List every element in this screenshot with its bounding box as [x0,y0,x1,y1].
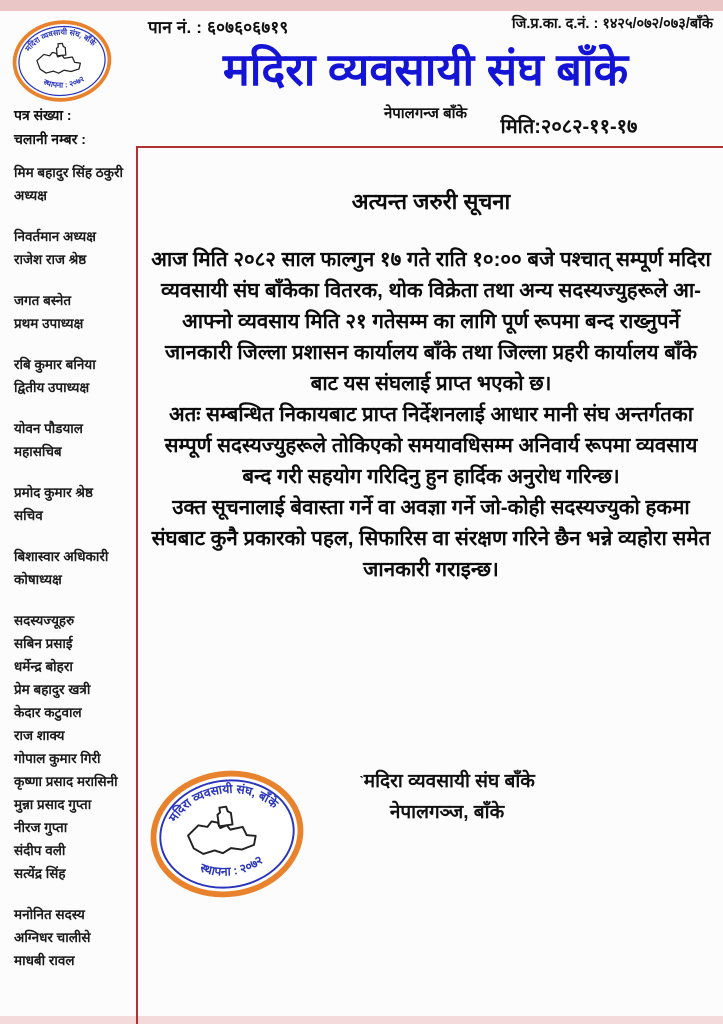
member-name: सबिन प्रसाई [14,636,73,651]
stamp-top-text: मदिरा व्यवसायी संघ, बाँके [23,27,98,54]
member-name: योवन पौडयाल [14,421,83,436]
notice-heading: अत्यन्त जरुरी सूचना [351,189,511,214]
ink-mark: ˋ [359,773,364,789]
member-name: राजेश राज श्रेष्ठ [14,252,87,267]
member-name: मिम बहादुर सिंह ठकुरी [14,165,123,180]
member-entry [14,481,136,527]
dispatch-number-label: चलानी नम्बर : [14,131,86,147]
notice-paragraph-1: आज मिति २०८२ साल फाल्गुन १७ गते राति १०:०० बजे पश्चात् सम्पूर्ण मदिरा व्यवसायी संघ बाँकेका वितरक, थोक विक्रेता तथा अन्य सदस्यज्युहरूले आ-आफ्नो व्यवसाय मिति २१ गतेसम्म का लागि पूर्ण रूपमा बन्द राख्नुपर्ने जानकारी जिल्ला प्रशासन कार्यालय बाँके तथा जिल्ला प्रहरी कार्यालय बाँके बाट यस संघलाई प्राप्त भएको छ। [151,248,711,395]
nominated-members-list [14,903,136,972]
member-name: प्रमोद कुमार श्रेष्ठ [14,485,93,500]
member-name: माधबी रावल [14,953,75,968]
signature-stamp-logo [140,760,314,909]
organization-title: मदिरा व्यवसायी संघ बाँके [222,44,629,95]
nominated-members-heading: मनोनित सदस्य [14,907,85,922]
member-entry [14,545,136,591]
signature-org-line [312,766,582,797]
registration-number: जि.प्र.का. द.नं. : १४२५/०७२/०७३/बाँके [511,16,713,32]
letter-number-label: पत्र संख्या : [14,107,72,123]
member-entry [14,225,136,271]
pan-number: पान नं. : ६०७६०६७१९ [148,18,289,37]
member-name: धर्मेन्द्र बोहरा [14,659,73,674]
letter-date: मिति:२०८२-११-१७ [500,116,638,138]
member-name: मुन्ना प्रसाद गुप्ता [14,797,92,812]
member-entry [14,353,136,399]
member-role: निवर्तमान अध्यक्ष [14,229,96,244]
members-list [14,609,136,885]
member-name: गोपाल कुमार गिरी [14,751,101,766]
notice-paragraph-2: अतः सम्बन्धित निकायबाट प्राप्त निर्देशनलाई आधार मानी संघ अन्तर्गतका सम्पूर्ण सदस्यज्युहरूले तोकिएको समयावधिसम्म अनिवार्य रूपमा व्यवसाय बन्द गरी सहयोग गरिदिनु हुन हार्दिक अनुरोध गरिन्छ। [164,403,698,488]
member-name: केदार कटुवाल [14,705,82,720]
member-role: महासचिब [14,444,62,459]
member-name: प्रेम बहादुर खत्री [14,682,91,697]
members-list-heading: सदस्यज्यूहरु [14,613,75,628]
member-name: नीरज गुप्ता [14,820,68,835]
member-name: बिशास्वार अधिकारी [14,549,109,564]
member-name: राज शाक्य [14,728,65,743]
signature-place-line: नेपालगञ्ज, बाँके [389,802,505,823]
member-role: प्रथम उपाध्यक्ष [14,316,84,331]
member-entry [14,417,136,463]
signature-block [312,766,582,828]
member-name: संदीप वली [14,843,66,858]
member-entry [14,161,136,207]
member-role: कोषाध्यक्ष [14,572,62,587]
member-role: द्वितीय उपाध्यक्ष [14,380,90,395]
notice-paragraph-3: उक्त सूचनालाई बेवास्ता गर्ने वा अवज्ञा गर्ने जो-कोही सदस्यज्युको हकमा संघबाट कुनै प्रकारको पहल, सिफारिस वा संरक्षण गरिने छैन भन्ने व्यहोरा समेत जानकारी गराइन्छ। [151,496,711,581]
member-name: कृष्णा प्रसाद मरासिनी [14,774,118,789]
member-name: रबि कुमार बनिया [14,357,96,372]
notice-body [150,186,712,585]
stamp-top-text: मदिरा व्यवसायी संघ, बाँके [165,781,281,825]
member-name: जगत बस्नेत [14,293,72,308]
org-stamp-logo [8,13,115,109]
photo-edge-strip-top [0,0,723,11]
stamp-bottom-text: स्थापना : २०७२ [198,852,266,879]
member-name: सत्येंद्र सिंह [14,866,66,881]
member-role: सचिव [14,508,43,523]
organization-subtitle: नेपालगन्ज बाँके [383,105,468,122]
member-entry [14,289,136,335]
stamp-bottom-text: स्थापना : २०७२ [42,74,86,90]
committee-members-column [14,161,136,990]
member-role: अध्यक्ष [14,188,47,203]
member-name: अग्निधर चालीसे [14,930,91,945]
signature-org-name: मदिरा व्यवसायी संघ बाँके [363,771,535,792]
